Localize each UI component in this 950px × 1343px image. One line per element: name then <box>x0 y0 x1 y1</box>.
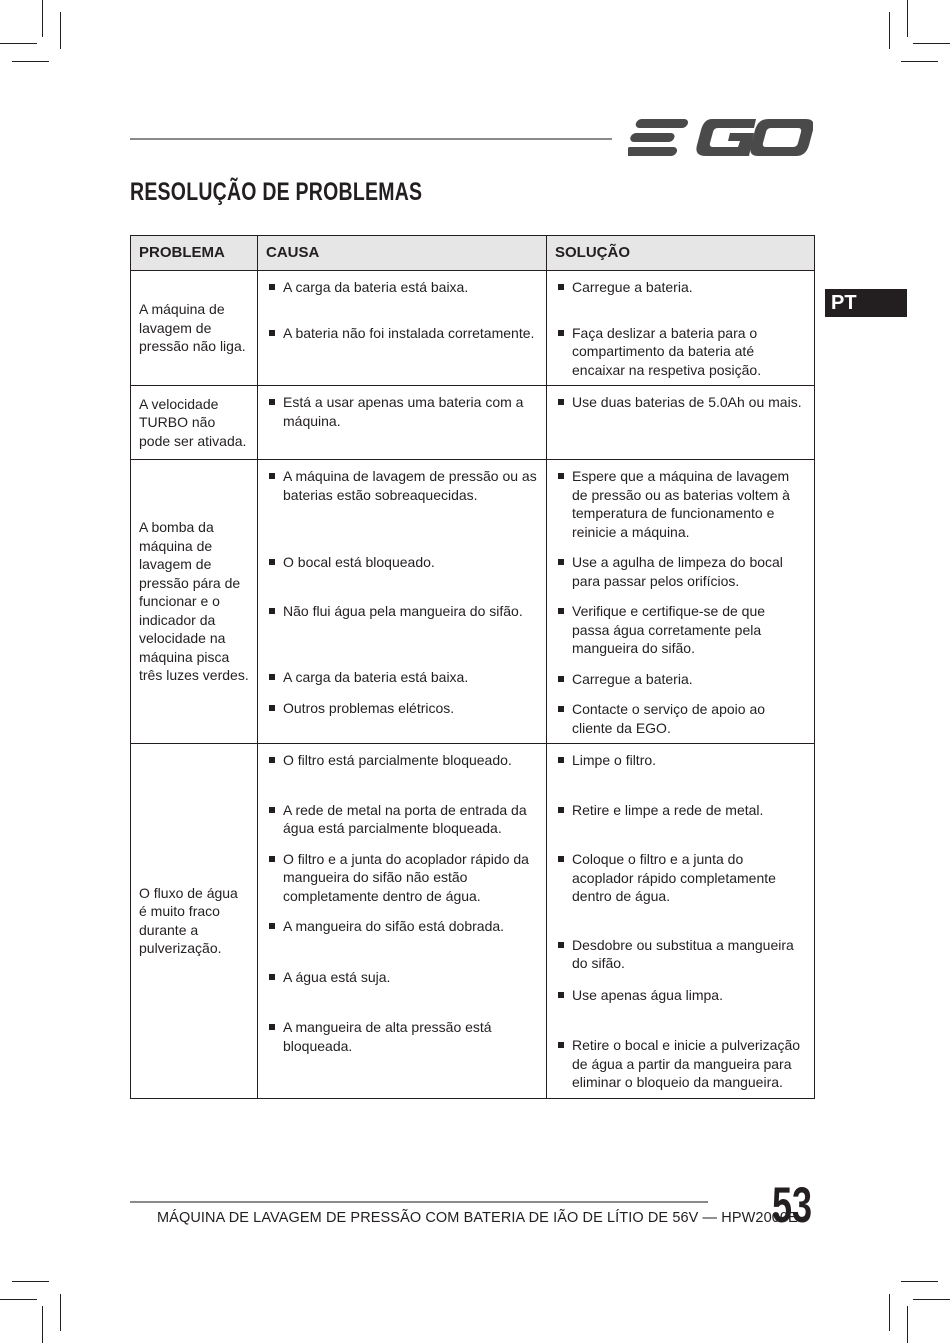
solution-item: Use apenas água limpa. <box>557 986 806 1005</box>
cause-item: Não flui água pela mangueira do sifão. <box>268 602 538 621</box>
crop-mark <box>913 43 950 44</box>
problem-cell: A velocidade TURBO não pode ser ativada. <box>131 386 258 460</box>
crop-mark <box>0 1299 37 1300</box>
solution-item: Contacte o serviço de apoio ao cliente da EGO. <box>557 700 806 737</box>
cause-cell <box>258 271 547 386</box>
crop-mark <box>42 1306 43 1343</box>
cause-item: A rede de metal na porta de entrada da água está parcialmente bloqueada. <box>268 801 538 838</box>
header-solution: SOLUÇÃO <box>547 236 815 271</box>
crop-mark <box>901 61 938 62</box>
table-row <box>131 460 815 744</box>
solution-cell <box>547 271 815 386</box>
solution-item: Limpe o filtro. <box>557 751 806 770</box>
solution-item: Desdobre ou substitua a mangueira do sifão. <box>557 936 806 973</box>
solution-item: Use duas baterias de 5.0Ah ou mais. <box>557 393 806 412</box>
footer-text: MÁQUINA DE LAVAGEM DE PRESSÃO COM BATERIA DE IÃO DE LÍTIO DE 56V — HPW2000E <box>157 1210 798 1226</box>
cause-item: Outros problemas elétricos. <box>268 699 538 718</box>
header-cause: CAUSA <box>258 236 547 271</box>
table-row <box>131 386 815 460</box>
crop-mark <box>0 43 37 44</box>
cause-cell <box>258 744 547 1099</box>
cause-item: O filtro está parcialmente bloqueado. <box>268 751 538 770</box>
footer-rule <box>130 1201 708 1203</box>
header-rule <box>130 138 612 140</box>
cause-cell <box>258 460 547 744</box>
page-number: 53 <box>772 1177 813 1233</box>
crop-mark <box>42 0 43 37</box>
crop-mark <box>12 61 49 62</box>
solution-item: Retire o bocal e inicie a pulverização de água a partir da mangueira para eliminar o bloqueio da mangueira. <box>557 1036 806 1092</box>
troubleshooting-table <box>130 235 815 1099</box>
cause-item: A água está suja. <box>268 968 538 987</box>
cause-item: A mangueira de alta pressão está bloqueada. <box>268 1018 538 1055</box>
cause-item: O bocal está bloqueado. <box>268 553 538 572</box>
solution-cell <box>547 460 815 744</box>
crop-mark <box>913 1299 950 1300</box>
crop-mark <box>907 1306 908 1343</box>
solution-cell <box>547 744 815 1099</box>
crop-mark <box>60 12 61 49</box>
table-header-row <box>131 236 815 271</box>
solution-item: Espere que a máquina de lavagem de pressão ou as baterias voltem à temperatura de funcionamento e reinicie a máquina. <box>557 467 806 541</box>
cause-item: O filtro e a junta do acoplador rápido da mangueira do sifão não estão completamente dentro de água. <box>268 850 538 906</box>
crop-mark <box>12 1281 49 1282</box>
page-title: RESOLUÇÃO DE PROBLEMAS <box>130 178 423 206</box>
solution-cell <box>547 386 815 460</box>
ego-logo <box>628 115 813 160</box>
cause-item: A carga da bateria está baixa. <box>268 668 538 687</box>
cause-item: A carga da bateria está baixa. <box>268 278 538 297</box>
solution-item: Use a agulha de limpeza do bocal para passar pelos orifícios. <box>557 553 806 590</box>
table-row <box>131 744 815 1099</box>
cause-item: Está a usar apenas uma bateria com a máquina. <box>268 393 538 430</box>
cause-cell <box>258 386 547 460</box>
crop-mark <box>889 1294 890 1331</box>
cause-item: A máquina de lavagem de pressão ou as baterias estão sobreaquecidas. <box>268 467 538 504</box>
crop-mark <box>889 12 890 49</box>
cause-item: A mangueira do sifão está dobrada. <box>268 917 538 936</box>
solution-item: Retire e limpe a rede de metal. <box>557 801 806 820</box>
solution-item: Verifique e certifique-se de que passa água corretamente pela mangueira do sifão. <box>557 602 806 658</box>
solution-item: Carregue a bateria. <box>557 670 806 689</box>
solution-item: Coloque o filtro e a junta do acoplador rápido completamente dentro de água. <box>557 850 806 906</box>
problem-cell: O fluxo de água é muito fraco durante a pulverização. <box>131 744 258 1099</box>
problem-cell: A bomba da máquina de lavagem de pressão pára de funcionar e o indicador da velocidade na máquina pisca três luzes verdes. <box>131 460 258 744</box>
crop-mark <box>907 0 908 37</box>
table-row <box>131 271 815 386</box>
solution-item: Carregue a bateria. <box>557 278 806 297</box>
cause-item: A bateria não foi instalada corretamente. <box>268 324 538 343</box>
problem-cell: A máquina de lavagem de pressão não liga. <box>131 271 258 386</box>
header-problem: PROBLEMA <box>131 236 258 271</box>
crop-mark <box>60 1294 61 1331</box>
solution-item: Faça deslizar a bateria para o compartimento da bateria até encaixar na respetiva posição. <box>557 324 806 380</box>
crop-mark <box>901 1281 938 1282</box>
language-tab: PT <box>825 289 907 317</box>
